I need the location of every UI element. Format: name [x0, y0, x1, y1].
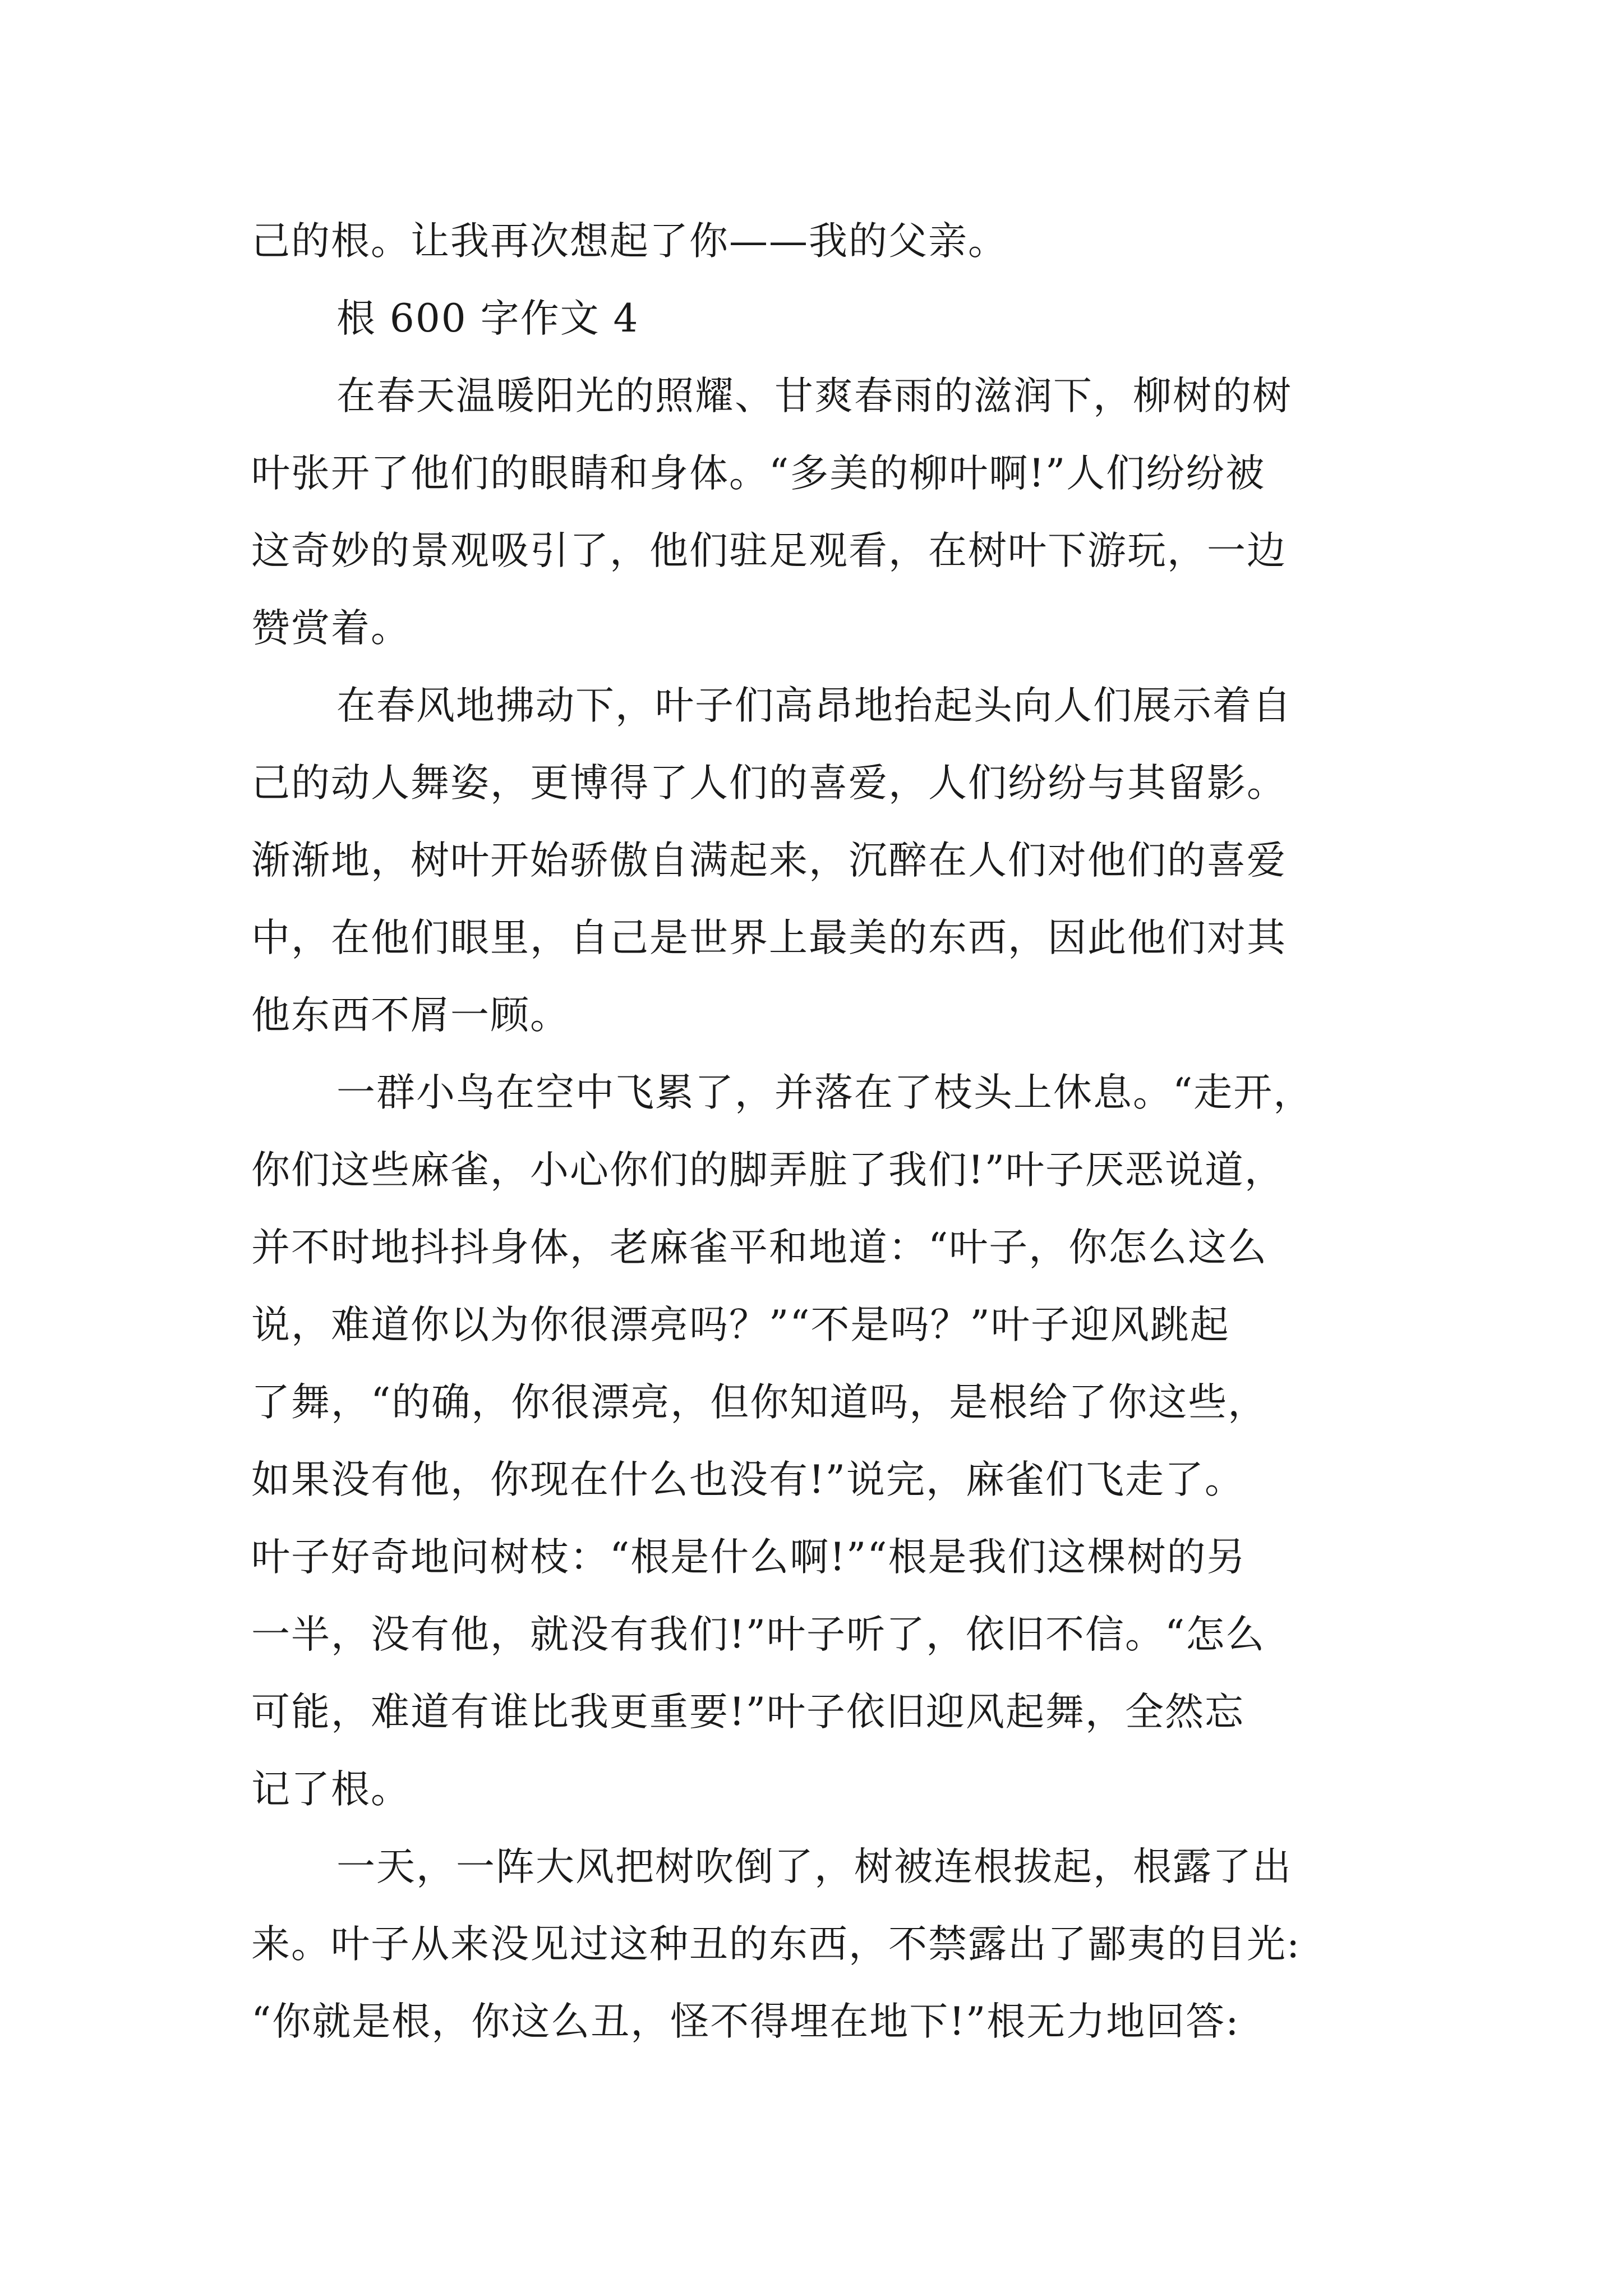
text-line: 叶子好奇地问树枝：“根是什么啊!”“根是我们这棵树的另	[251, 1535, 1247, 1580]
text-line: 赞赏着。	[251, 606, 411, 651]
text-line: 一天，一阵大风把树吹倒了，树被连根拔起，根露了出	[336, 1844, 1292, 1889]
section-heading: 根 600 字作文 4	[336, 296, 639, 341]
text-line: 己的动人舞姿，更博得了人们的喜爱，人们纷纷与其留影。	[251, 761, 1287, 806]
text-line: 了舞，“的确，你很漂亮，但你知道吗，是根给了你这些，	[251, 1380, 1268, 1425]
text-line: 在春风地拂动下，叶子们高昂地抬起头向人们展示着自	[336, 683, 1292, 728]
text-line: 并不时地抖抖身体，老麻雀平和地道：“叶子，你怎么这么	[251, 1225, 1268, 1270]
text-line: 叶张开了他们的眼睛和身体。“多美的柳叶啊!”人们纷纷被	[251, 451, 1266, 496]
text-line: 可能，难道有谁比我更重要!”叶子依旧迎风起舞，全然忘	[251, 1690, 1245, 1734]
text-line: 中，在他们眼里，自己是世界上最美的东西，因此他们对其	[251, 915, 1287, 960]
text-line: 一群小鸟在空中飞累了，并落在了枝头上休息。“走开，	[336, 1070, 1313, 1115]
text-line: 他东西不屑一顾。	[251, 993, 570, 1038]
text-line: 己的根。让我再次想起了你——我的父亲。	[251, 219, 1008, 264]
text-line: 这奇妙的景观吸引了，他们驻足观看，在树叶下游玩，一边	[251, 528, 1287, 573]
text-line: 在春天温暖阳光的照耀、甘爽春雨的滋润下，柳树的树	[336, 374, 1292, 418]
text-line: 你们这些麻雀，小心你们的脚弄脏了我们!”叶子厌恶说道，	[251, 1148, 1285, 1193]
text-line: 来。叶子从来没见过这种丑的东西，不禁露出了鄙夷的目光:	[251, 1922, 1301, 1967]
text-line: 说，难道你以为你很漂亮吗？”“不是吗？”叶子迎风跳起	[251, 1303, 1230, 1347]
text-line: “你就是根，你这么丑，怪不得埋在地下!”根无力地回答:	[251, 1999, 1240, 2044]
text-line: 一半，没有他，就没有我们!”叶子听了，依旧不信。“怎么	[251, 1612, 1266, 1657]
text-line: 记了根。	[251, 1767, 411, 1812]
text-line: 如果没有他，你现在什么也没有!”说完，麻雀们飞走了。	[251, 1457, 1245, 1502]
text-line: 渐渐地，树叶开始骄傲自满起来，沉醉在人们对他们的喜爱	[251, 838, 1287, 883]
